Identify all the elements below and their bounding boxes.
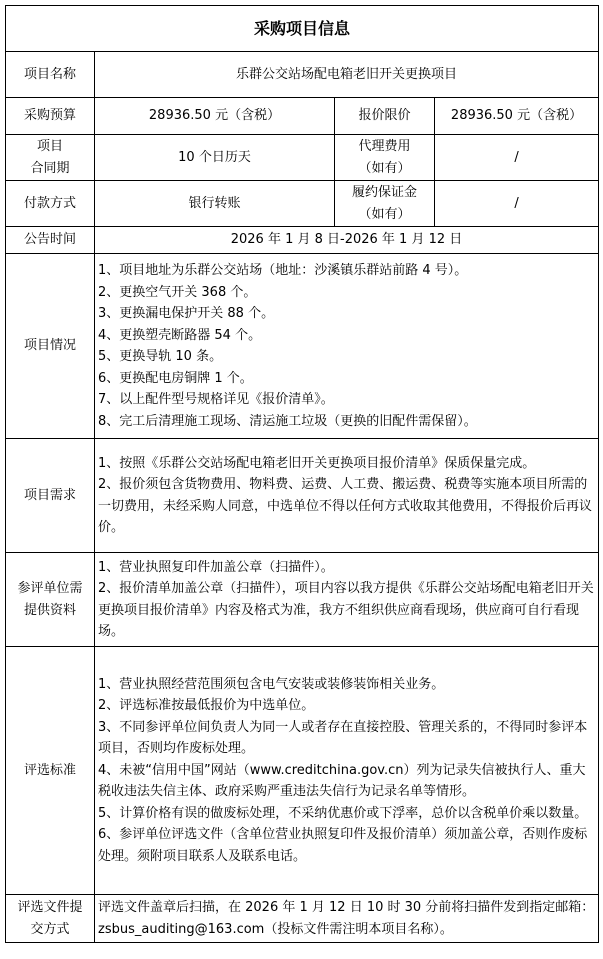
contract-period-label: [6, 135, 95, 181]
submission-row: [6, 895, 599, 943]
list-item: 4、更换塑壳断路器 54 个。: [98, 327, 262, 343]
procurement-info-table: [5, 5, 599, 943]
budget-label: 采购预算: [6, 98, 95, 135]
list-item: 7、以上配件型号规格详见《报价清单》。: [98, 392, 334, 407]
requirements-label: 项目需求: [6, 439, 95, 553]
project-name-row: [6, 52, 599, 98]
agency-fee-label-line1: 代理费用: [358, 139, 411, 154]
list-item: 1、营业执照复印件加盖公章（扫描件）。: [98, 559, 334, 575]
project-name-value: 乐群公交站场配电箱老旧开关更换项目: [95, 52, 599, 98]
payment-method-label: 付款方式: [6, 181, 95, 227]
materials-label: [6, 553, 95, 647]
contract-period-value: 10 个日历天: [95, 135, 335, 181]
requirements-row: [6, 439, 599, 553]
list-item: 2、报价清单加盖公章（扫描件），项目内容以我方提供《乐群公交站场配电箱老旧开关更换项目报价清单》内容及格式为准，我方不组织供应商看现场，供应商可自行看现场。: [98, 581, 594, 639]
criteria-row: [6, 647, 599, 895]
notice-time-row: [6, 227, 599, 254]
budget-value: 28936.50 元（含税）: [95, 98, 335, 135]
submission-label-line2: 交方式: [30, 921, 70, 937]
payment-row: [6, 181, 599, 227]
list-item: 3、不同参评单位间负责人为同一人或者存在直接控股、管理关系的，不得同时参评本项目，否则均作废标处理。: [98, 719, 588, 757]
performance-bond-label-line1: 履约保证金: [351, 185, 417, 200]
performance-bond-label-line2: （如有）: [358, 206, 411, 222]
list-item: 1、营业执照经营范围须包含电气安装或装修装饰相关业务。: [98, 676, 445, 692]
price-limit-label: 报价限价: [335, 98, 435, 135]
contract-period-label-line2: 合同期: [30, 160, 70, 176]
requirements-content: [95, 439, 599, 553]
materials-label-line2: 提供资料: [23, 602, 76, 618]
budget-row: [6, 98, 599, 135]
list-item: 8、完工后清理施工现场、清运施工垃圾（更换的旧配件需保留）。: [98, 413, 477, 429]
list-item: 6、更换配电房铜牌 1 个。: [98, 370, 253, 386]
list-item: 5、计算价格有误的做废标处理，不采纳优惠价或下浮率，总价以含税单价乘以数量。: [98, 805, 588, 821]
submission-label: [6, 895, 95, 943]
agency-fee-label: [335, 135, 435, 181]
list-item: 6、参评单位评选文件（含单位营业执照复印件及报价清单）须加盖公章，否则作废标处理。须附项目联系人及联系电话。: [98, 827, 588, 864]
period-row: [6, 135, 599, 181]
notice-time-label: 公告时间: [6, 227, 95, 254]
list-item: 4、未被“信用中国”网站（www.creditchina.gov.cn）列为记录失信被执行人、重大税收违法失信主体、政府采购严重违法失信行为记录名单等情形。: [98, 762, 586, 800]
agency-fee-value: /: [435, 135, 599, 181]
submission-content: 评选文件盖章后扫描，在 2026 年 1 月 12 日 10 时 30 分前将扫描件发到指定邮箱：zsbus_auditing@163.com（投标文件需注明本项目名称）。: [95, 895, 599, 943]
list-item: 3、更换漏电保护开关 88 个。: [98, 306, 275, 321]
agency-fee-label-line2: （如有）: [358, 160, 411, 176]
list-item: 2、评选标准按最低报价为中选单位。: [98, 698, 315, 714]
notice-time-value: 2026 年 1 月 8 日-2026 年 1 月 12 日: [95, 227, 599, 254]
project-info-row: [6, 254, 599, 439]
materials-row: [6, 553, 599, 647]
list-item: 1、按照《乐群公交站场配电箱老旧开关更换项目报价清单》保质保量完成。: [98, 455, 536, 471]
criteria-content: [95, 647, 599, 895]
list-item: 2、报价须包含货物费用、物料费、运费、人工费、搬运费、税费等实施本项目所需的一切费用，未经采购人同意，中选单位不得以任何方式收取其他费用，不得报价后再议价。: [98, 477, 593, 535]
criteria-label: 评选标准: [6, 647, 95, 895]
price-limit-value: 28936.50 元（含税）: [435, 98, 599, 135]
title-row: [6, 6, 599, 52]
list-item: 1、项目地址为乐群公交站场（地址：沙溪镇乐群站前路 4 号）。: [98, 263, 468, 278]
project-info-content: [95, 254, 599, 439]
performance-bond-label: [335, 181, 435, 227]
project-info-label: 项目情况: [6, 254, 95, 439]
performance-bond-value: /: [435, 181, 599, 227]
contract-period-label-line1: 项目: [36, 139, 63, 154]
materials-content: [95, 553, 599, 647]
payment-method-value: 银行转账: [95, 181, 335, 227]
list-item: 5、更换导轨 10 条。: [98, 349, 223, 364]
materials-label-line1: 参评单位需: [17, 581, 83, 596]
submission-label-line1: 评选文件提: [17, 900, 83, 915]
list-item: 2、更换空气开关 368 个。: [98, 284, 257, 300]
page-title: 采购项目信息: [6, 6, 599, 52]
project-name-label: 项目名称: [6, 52, 95, 98]
